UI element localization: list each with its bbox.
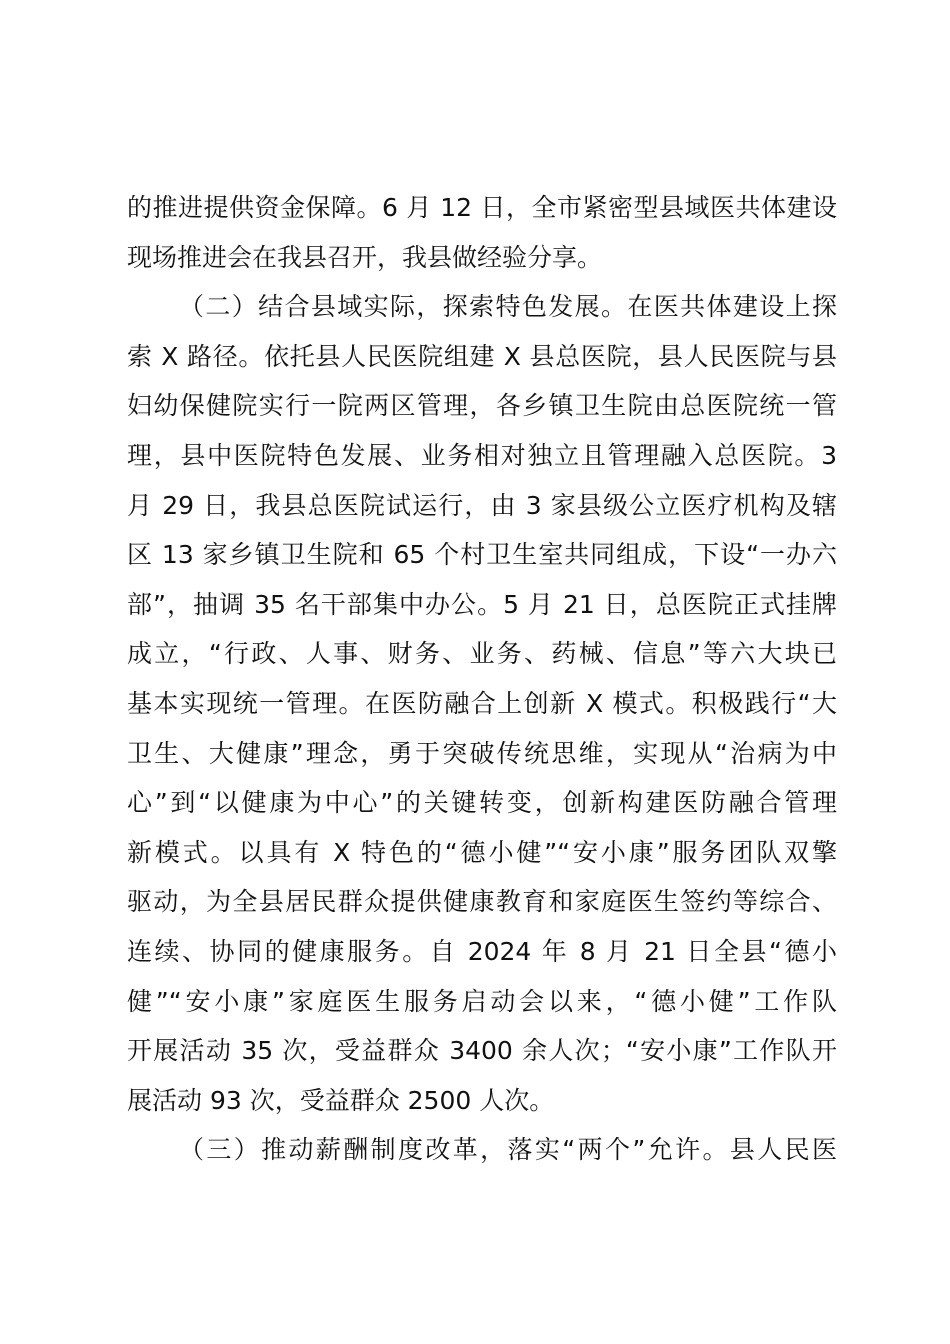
- body-text-line: 驱动，为全县居民群众提供健康教育和家庭医生签约等综合、: [127, 887, 837, 917]
- body-text-line: 连续、协同的健康服务。自 2024 年 8 月 21 日全县“德小: [127, 936, 837, 966]
- body-text-line: 卫生、大健康”理念，勇于突破传统思维，实现从“治病为中: [127, 738, 837, 768]
- body-text-line: 的推进提供资金保障。6 月 12 日，全市紧密型县域医共体建设: [127, 193, 837, 222]
- section-heading-line: （三）推动薪酬制度改革，落实“两个”允许。县人民医: [179, 1135, 837, 1165]
- body-text-line: 健”“安小康”家庭医生服务启动会以来，“德小健”工作队: [127, 986, 837, 1016]
- body-text-line: 现场推进会在我县召开，我县做经验分享。: [127, 242, 603, 272]
- body-text-line: 部”，抽调 35 名干部集中办公。5 月 21 日，总医院正式挂牌: [127, 589, 837, 619]
- body-text-line: 理，县中医院特色发展、业务相对独立且管理融入总医院。3: [127, 440, 837, 470]
- body-text-line: 索 X 路径。依托县人民医院组建 X 县总医院，县人民医院与县: [127, 341, 837, 371]
- body-text-line: 月 29 日，我县总医院试运行，由 3 家县级公立医疗机构及辖: [127, 490, 837, 520]
- body-text-line: 新模式。以具有 X 特色的“德小健”“安小康”服务团队双擎: [127, 837, 837, 867]
- body-text-line: 妇幼保健院实行一院两区管理，各乡镇卫生院由总医院统一管: [127, 391, 837, 421]
- body-text-line: 成立，“行政、人事、财务、业务、药械、信息”等六大块已: [127, 639, 837, 669]
- section-heading-line: （二）结合县域实际，探索特色发展。在医共体建设上探: [179, 292, 837, 322]
- body-text-line: 基本实现统一管理。在医防融合上创新 X 模式。积极践行“大: [127, 688, 837, 718]
- document-body: [127, 183, 837, 1175]
- body-text-line: 展活动 93 次，受益群众 2500 人次。: [127, 1085, 555, 1115]
- body-text-line: 开展活动 35 次，受益群众 3400 余人次；“安小康”工作队开: [127, 1036, 837, 1066]
- body-text-line: 区 13 家乡镇卫生院和 65 个村卫生室共同组成，下设“一办六: [127, 540, 837, 570]
- body-text-line: 心”到“以健康为中心”的关键转变，创新构建医防融合管理: [127, 788, 837, 818]
